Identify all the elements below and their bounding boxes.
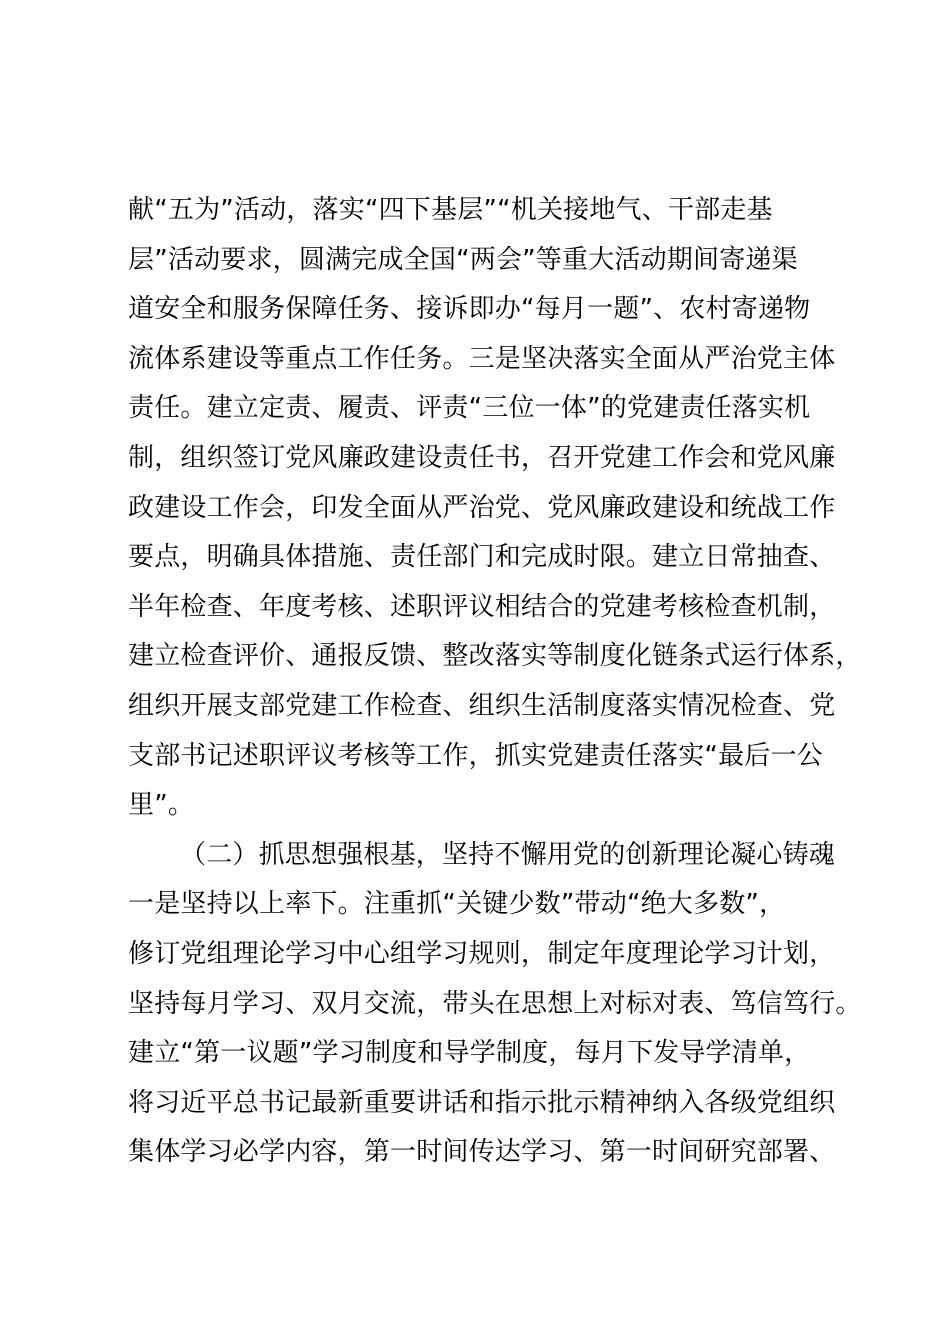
text-line: 层”活动要求，圆满完成全国“两会”等重大活动期间寄递渠: [128, 244, 798, 275]
text-line: 建立检查评价、通报反馈、整改落实等制度化链条式运行体系，: [128, 641, 862, 672]
text-line: 半年检查、年度考核、述职评议相结合的党建考核检查机制，: [128, 591, 836, 622]
section-heading: （二）抓思想强根基，坚持不懈用党的创新理论凝心铸魂: [180, 839, 836, 870]
text-line: 要点，明确具体措施、责任部门和完成时限。建立日常抽查、: [128, 542, 836, 573]
text-line: 里”。: [128, 790, 195, 821]
text-line: 支部书记述职评议考核等工作，抓实党建责任落实“最后一公: [128, 740, 823, 771]
text-line: 修订党组理论学习中心组学习规则，制定年度理论学习计划，: [128, 938, 836, 969]
text-line: 将习近平总书记最新重要讲话和指示批示精神纳入各级党组织: [128, 1087, 836, 1118]
text-line: 集体学习必学内容，第一时间传达学习、第一时间研究部署、: [128, 1137, 836, 1168]
body-text: [128, 186, 862, 1178]
text-line: 制，组织签订党风廉政建设责任书，召开党建工作会和党风廉: [128, 442, 836, 473]
text-line: 一是坚持以上率下。注重抓“关键少数”带动“绝大多数”，: [128, 889, 786, 920]
text-line: 献“五为”活动，落实“四下基层”“机关接地气、干部走基: [128, 195, 773, 225]
text-line: 流体系建设等重点工作任务。三是坚决落实全面从严治党主体: [128, 343, 836, 374]
text-line: 道安全和服务保障任务、接诉即办“每月一题”、农村寄递物: [128, 294, 811, 325]
text-line: 坚持每月学习、双月交流，带头在思想上对标对表、笃信笃行。: [128, 988, 862, 1019]
text-line: 组织开展支部党建工作检查、组织生活制度落实情况检查、党: [128, 690, 836, 721]
text-line: 责任。建立定责、履责、评责“三位一体”的党建责任落实机: [128, 393, 811, 424]
text-line: 建立“第一议题”学习制度和导学制度，每月下发导学清单，: [128, 1038, 811, 1069]
text-line: 政建设工作会，印发全面从严治党、党风廉政建设和统战工作: [128, 492, 836, 523]
